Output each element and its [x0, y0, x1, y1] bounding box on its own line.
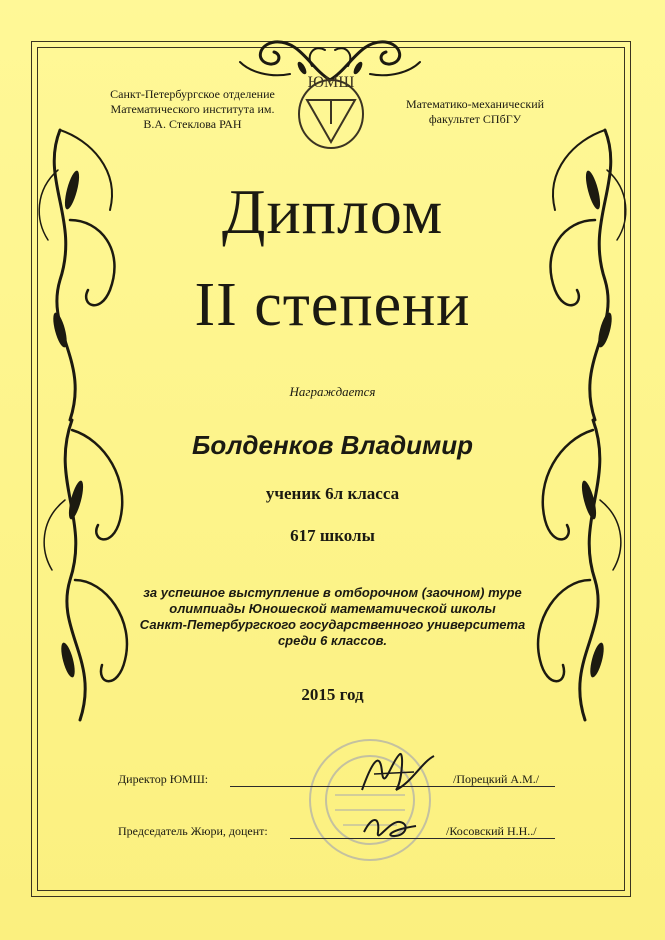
director-signature	[352, 742, 442, 802]
award-year: 2015 год	[301, 685, 364, 704]
left-org-line-1: Санкт-Петербургское отделение	[110, 87, 275, 101]
jury-chair-role: Председатель Жюри, доцент:	[118, 824, 268, 838]
diploma-title: Диплом	[221, 176, 444, 247]
jury-chair-signature	[360, 810, 420, 846]
director-role: Директор ЮМШ:	[118, 772, 209, 786]
logo-text: ЮМШ	[307, 74, 355, 91]
right-org-line-1: Математико-механический	[405, 97, 545, 111]
left-org-line-3: В.А. Стеклова РАН	[143, 117, 242, 131]
awarded-label: Награждается	[289, 384, 376, 399]
right-organization-name	[390, 97, 560, 127]
school-line: 617 школы	[290, 526, 375, 545]
reason-line-1: за успешное выступление в отборочном (заочном) туре	[143, 585, 522, 600]
jury-chair-name: /Косовский Н.Н../	[446, 824, 537, 838]
reason-line-4: среди 6 классов.	[277, 633, 388, 648]
grade-line: ученик 6л класса	[265, 484, 400, 503]
yumsh-logo	[291, 64, 371, 154]
reason-line-2: олимпиады Юношеской математической школы	[169, 601, 496, 616]
left-org-line-2: Математического института им.	[110, 102, 275, 116]
diploma-degree: II степени	[194, 271, 471, 339]
recipient-name: Болденков Владимир	[191, 430, 474, 460]
left-organization-name	[100, 87, 285, 132]
award-reason	[0, 585, 665, 649]
director-name: /Порецкий А.М./	[453, 772, 540, 786]
reason-line-3: Санкт-Петербургского государственного университета	[139, 617, 526, 632]
right-org-line-2: факультет СПбГУ	[428, 112, 522, 126]
